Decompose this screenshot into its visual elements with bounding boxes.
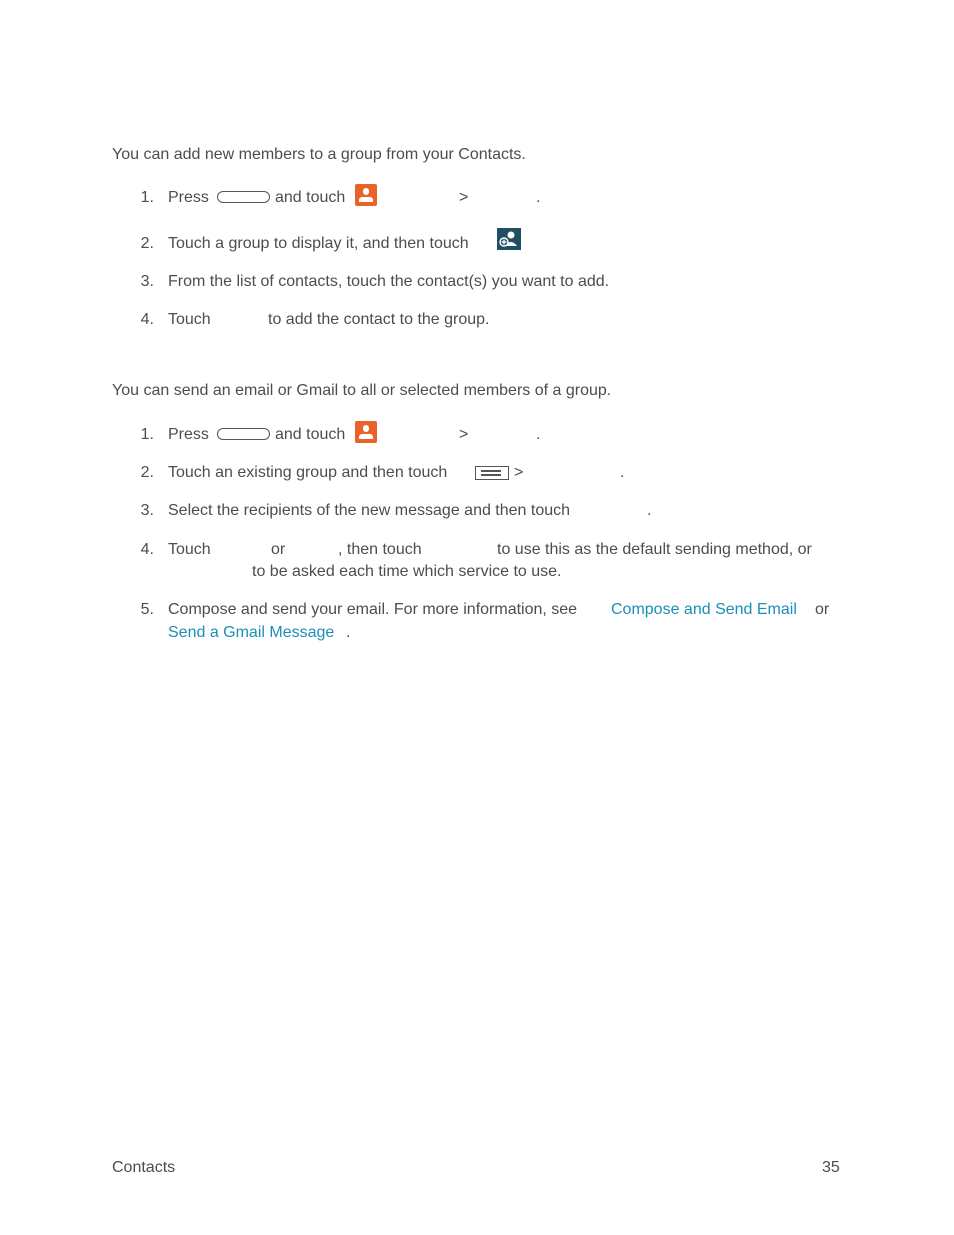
step-text: Touch a group to display it, and then touch <box>168 235 469 252</box>
footer-section-name: Contacts <box>112 1159 176 1176</box>
step-text-line2: to be asked each time which service to use. <box>252 563 562 580</box>
home-key-icon <box>217 191 270 203</box>
step-text-and-touch: and touch <box>275 426 346 443</box>
home-key-icon <box>217 428 270 440</box>
step-period: . <box>536 426 541 443</box>
step-text-or: or <box>271 541 286 558</box>
step-separator: > <box>459 189 469 206</box>
contacts-app-icon <box>355 421 377 443</box>
step-text: Touch an existing group and then touch <box>168 464 448 481</box>
step-period: . <box>647 502 652 519</box>
step-text-then-touch: , then touch <box>338 541 422 558</box>
step-text-or: or <box>815 601 830 618</box>
step-separator: > <box>514 464 524 481</box>
step-number: 2. <box>140 235 154 252</box>
step-separator: > <box>459 426 469 443</box>
step-text: to add the contact to the group. <box>268 311 490 328</box>
step-number: 4. <box>140 541 154 558</box>
step-text-and-touch: and touch <box>275 189 346 206</box>
add-member-icon <box>497 228 521 250</box>
step-text: to use this as the default sending method, or <box>497 541 812 558</box>
send-a-gmail-message-link[interactable]: Send a Gmail Message <box>168 624 335 641</box>
step-text-press: Press <box>168 189 209 206</box>
step-number: 2. <box>140 464 154 481</box>
step-text: Compose and send your email. For more information, see <box>168 601 578 618</box>
send-email-intro: You can send an email or Gmail to all or selected members of a group. <box>112 382 612 399</box>
step-text-press: Press <box>168 426 209 443</box>
footer-page-number: 35 <box>822 1159 840 1176</box>
step-text-touch: Touch <box>168 311 211 328</box>
add-members-intro: You can add new members to a group from your Contacts. <box>112 146 526 163</box>
step-number: 3. <box>140 502 154 519</box>
step-period: . <box>620 464 625 481</box>
menu-key-icon <box>475 466 509 480</box>
step-period: . <box>536 189 541 206</box>
step-number: 1. <box>140 426 154 443</box>
step-period: . <box>346 624 351 641</box>
step-text: Select the recipients of the new message and then touch <box>168 502 571 519</box>
step-number: 5. <box>140 601 154 618</box>
step-number: 1. <box>140 189 154 206</box>
step-text: From the list of contacts, touch the contact(s) you want to add. <box>168 273 610 290</box>
step-text-touch: Touch <box>168 541 211 558</box>
step-number: 3. <box>140 273 154 290</box>
contacts-app-icon <box>355 184 377 206</box>
step-number: 4. <box>140 311 154 328</box>
compose-and-send-email-link[interactable]: Compose and Send Email <box>611 601 797 618</box>
